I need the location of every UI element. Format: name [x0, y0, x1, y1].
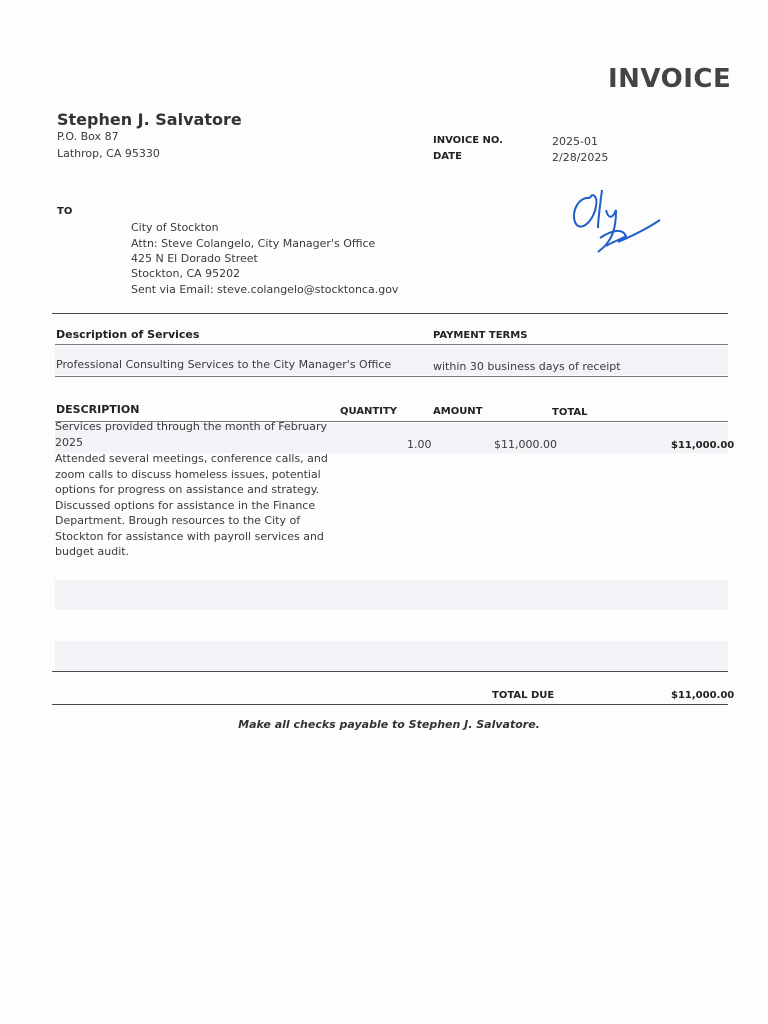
date-value: 2/28/2025 [552, 151, 609, 164]
recipient-line1: City of Stockton [131, 221, 219, 234]
line-item-quantity: 1.00 [407, 438, 432, 451]
to-label: TO [57, 206, 73, 217]
recipient-line4: Stockton, CA 95202 [131, 267, 241, 280]
line-item-amount: $11,000.00 [494, 438, 557, 451]
sender-address-line2: Lathrop, CA 95330 [57, 147, 160, 160]
sender-address-line1: P.O. Box 87 [57, 130, 119, 143]
line-item-total: $11,000.00 [671, 440, 735, 451]
payment-instructions-note: Make all checks payable to Stephen J. Salvatore. [238, 718, 540, 731]
recipient-line2: Attn: Steve Colangelo, City Manager's Office [131, 237, 376, 250]
empty-row-background [55, 641, 728, 671]
date-label: DATE [433, 151, 462, 162]
handwritten-signature [560, 180, 670, 260]
total-due-label: TOTAL DUE [492, 690, 555, 701]
recipient-email-line: Sent via Email: steve.colangelo@stocktonca.gov [131, 283, 399, 296]
divider-line [55, 344, 728, 345]
services-description-value: Professional Consulting Services to the City Manager's Office [56, 358, 392, 371]
invoice-no-label: INVOICE NO. [433, 135, 503, 146]
recipient-line3: 425 N El Dorado Street [131, 252, 258, 265]
line-item-detail: Attended several meetings, conference calls, and zoom calls to discuss homeless issues, potential options for progress on assistance and strategy. Discussed options for assistance in the Finance Department. Brough resources to the City of Stockton for assistance with payroll services and budget audit. [55, 452, 328, 558]
divider-line [55, 376, 728, 377]
divider-line [52, 313, 728, 314]
payment-terms-value: within 30 business days of receipt [433, 360, 621, 373]
total-due-value: $11,000.00 [671, 690, 735, 701]
column-header-quantity: QUANTITY [340, 406, 398, 417]
divider-line [52, 704, 728, 705]
divider-line [52, 671, 728, 672]
column-header-amount: AMOUNT [433, 406, 483, 417]
payment-terms-label: PAYMENT TERMS [433, 330, 528, 341]
description-of-services-label: Description of Services [56, 328, 200, 341]
line-item-title: Services provided through the month of February 2025 [55, 420, 327, 449]
invoice-no-value: 2025-01 [552, 135, 598, 148]
column-header-description: DESCRIPTION [56, 403, 140, 416]
column-header-total: TOTAL [552, 407, 588, 418]
invoice-title: INVOICE [608, 64, 732, 94]
empty-row-background [55, 580, 728, 610]
sender-name: Stephen J. Salvatore [57, 110, 242, 129]
